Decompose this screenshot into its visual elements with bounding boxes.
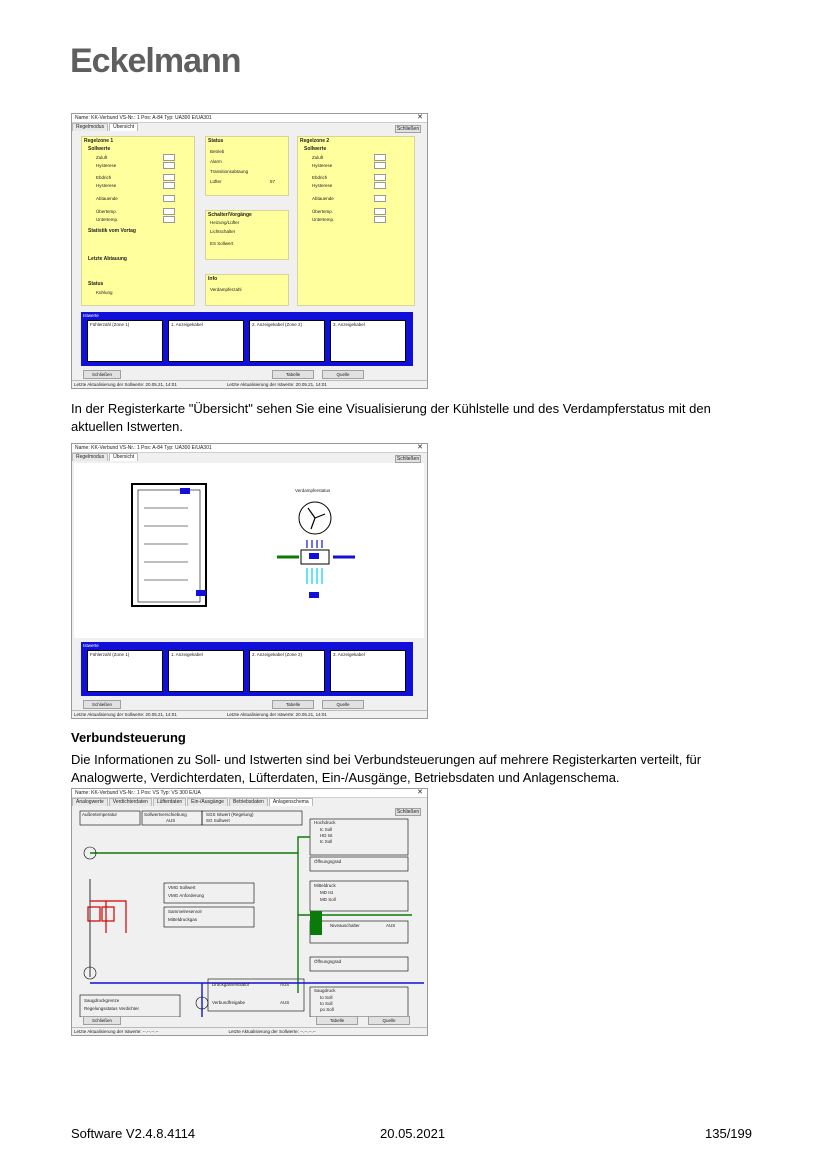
cooling-display-case (130, 482, 212, 610)
tab-uebersicht[interactable]: Übersicht (109, 123, 138, 131)
status-title: Status (208, 138, 224, 144)
tab-bar (72, 453, 427, 461)
paragraph-verbund: Die Informationen zu Soll- und Istwerten sind bei Verbundsteuerungen auf mehrere Registerkarten verteilt, für Analogwerte, Verdichterdaten, Lüfterdaten, Ein-/Ausgänge, Betriebsdaten und Anlagenschema. (71, 752, 702, 785)
close-button[interactable]: Schließen (83, 370, 121, 379)
label-sollwert: Sollwertverschiebung (144, 812, 187, 817)
status-panel (205, 136, 289, 196)
table-button[interactable]: Tabelle (272, 700, 314, 709)
label-mitteldruckgas: Mitteldruckgas (168, 917, 198, 922)
row2-hyst1: Hysterese (312, 163, 333, 168)
value-field (374, 195, 386, 202)
info-title: Info (208, 276, 218, 282)
row2-zuluft: Zuluft (312, 155, 324, 160)
close-icon[interactable]: ✕ (417, 789, 423, 796)
value-field (163, 182, 175, 189)
source-button[interactable]: Quelle (368, 1016, 410, 1025)
regelzone1-title: Regelzone 1 (84, 138, 114, 144)
row-transition: Transitionsabtaung (210, 169, 249, 174)
value-field (163, 154, 175, 161)
value-field (374, 154, 386, 161)
row2-ebdrich: Ebdrich (312, 175, 328, 180)
label-sollwert-val: AUS (166, 818, 176, 823)
footer-software: Software V2.4.8.4114 (71, 1126, 196, 1141)
source-button[interactable]: Quelle (322, 370, 364, 379)
section-heading: Verbundsteuerung (71, 730, 186, 745)
label-verbund-val: AUS (280, 1000, 290, 1005)
label-tosoll: to Soll (320, 1001, 333, 1006)
status-bar: Letzte Aktualisierung der Sollwerte: 20.05.21, 14:01 Letzte Aktualisierung der Istwerte: 20.05.21, 14:01 (72, 380, 427, 388)
close-top-button[interactable]: Schließen (396, 456, 420, 462)
row2-untertemp: Untertemp. (312, 217, 335, 222)
close-button[interactable]: Schließen (83, 700, 121, 709)
row-es-sollwert: ES Sollwert (210, 241, 234, 246)
close-top-button[interactable]: Schließen (396, 126, 420, 132)
sollwerte2-label: Sollwerte (304, 146, 327, 152)
label-mitteldruck: Mitteldruck (314, 883, 336, 888)
paragraph-uebersicht: In der Registerkarte "Übersicht" sehen Sie eine Visualisierung der Kühlstelle und des Verdampferstatus mit den aktuellen Istwerten. (71, 401, 711, 434)
label-saugdruck: Saugdruck (314, 988, 336, 993)
diagram-title: Verdampferstatus (295, 488, 331, 493)
label-oeffnung1: Öffnungsgrad (314, 859, 342, 864)
label-saugmax: Saugdruckgrenze (84, 998, 120, 1003)
value-field (163, 208, 175, 215)
value-field (163, 174, 175, 181)
istwerte-label: Istwerte (83, 643, 99, 648)
row2-uebertemp: Übertemp. (312, 209, 334, 214)
tab-regelmodus[interactable]: Regelmodus (72, 123, 108, 131)
eckelmann-logo: Eckelmann (70, 42, 241, 80)
label-verbund: Verbundfreigabe (212, 1000, 246, 1005)
tab-ein-ausgaenge[interactable]: Ein-/Ausgänge (187, 798, 228, 806)
value-field (374, 162, 386, 169)
status-bar: Letzte Aktualisierung der Istwerte: --.--.--.-- Letzte Aktualisierung der Sollwerte: --.--.--.-- (72, 1027, 427, 1035)
window-titlebar: Name: KK-Verbund VS-Nr.: 1 Pos: A-84 Typ: UA300 E/UA301 ✕ (72, 114, 427, 123)
label-podiff: po Soll (320, 1007, 334, 1012)
footer-date: 20.05.2021 (380, 1126, 446, 1141)
label-regelungsstatus: Regelungsstatus Verdichter (84, 1006, 140, 1011)
label-niveau: Niveauschalter (330, 923, 360, 928)
close-button[interactable]: Schließen (83, 1016, 121, 1025)
value-field (163, 195, 175, 202)
ist-box-3-title: 2. Anzeigekabel (Zone 2) (252, 652, 303, 657)
row-alarm: Alarm (210, 159, 222, 164)
row-abtauende: Abtauende (96, 196, 118, 201)
status-label: Status (88, 281, 104, 287)
ist-box-2-title: 1. Anzeigekabel (171, 322, 203, 327)
label-mdsoll: MD Soll (320, 897, 336, 902)
ist-box-3-title: 2. Anzeigekabel (Zone 2) (252, 322, 303, 327)
screenshot-anlagenschema (71, 788, 428, 1036)
istwerte-label: Istwerte (83, 313, 99, 318)
label-niveau-val: AUS (386, 923, 396, 928)
diagram-area (74, 463, 424, 638)
row-betrieb: Betrieb (210, 149, 225, 154)
label-to: to Soll (320, 995, 333, 1000)
tab-regelmodus[interactable]: Regelmodus (72, 453, 108, 461)
row-hyst2: Hysterese (96, 183, 117, 188)
row-zuluft: Zuluft (96, 155, 108, 160)
ist-box-1-title: Fühlerzahl (Zone 1) (90, 652, 130, 657)
schalter-title: Schalter/Vorgänge (208, 212, 252, 218)
label-vmg: VMG Sollwert (168, 885, 196, 890)
tab-analogwerte[interactable]: Analogwerte (72, 798, 108, 806)
row-uebertemp: Übertemp. (96, 209, 118, 214)
evaporator-diagram (277, 500, 357, 604)
screenshot-uebersicht (71, 443, 428, 719)
label-druckgas-val: AUS (280, 982, 290, 987)
value-field (163, 162, 175, 169)
ist-box-4-title: 3. Anzeigekabel (333, 652, 365, 657)
label-oeffnung2: Öffnungsgrad (314, 959, 342, 964)
label-hochdruck: Hochdruck (314, 820, 336, 825)
plant-schema-diagram (72, 807, 427, 1017)
table-button[interactable]: Tabelle (272, 370, 314, 379)
footer-page: 135/199 (705, 1126, 752, 1141)
statistik-label: Statistik vom Vortag (88, 228, 136, 234)
regelzone2-title: Regelzone 2 (300, 138, 330, 144)
status-bar: Letzte Aktualisierung der Sollwerte: 20.05.21, 14:01 Letzte Aktualisierung der Istwerte: 20.05.21, 14:01 (72, 710, 427, 718)
tab-bar (72, 123, 427, 131)
close-icon[interactable]: ✕ (417, 114, 423, 121)
row-luefter: Lüfter (210, 179, 222, 184)
label-mdist: MD Ist (320, 890, 333, 895)
tab-verdichterdaten[interactable]: Verdichterdaten (109, 798, 152, 806)
label-hdist: HD Ist (320, 833, 333, 838)
ist-box-4-title: 3. Anzeigekabel (333, 322, 365, 327)
window-titlebar: Name: KK-Verbund VS-Nr.: 1 Pos: VS Typ: VS 300 E/UA ✕ (72, 789, 427, 798)
screenshot-regelmodus (71, 113, 428, 389)
letzte-abtauung-label: Letzte Abtauung (88, 256, 127, 262)
row-heizung: Heizung/Lüfter (210, 220, 240, 225)
row2-hyst2: Hysterese (312, 183, 333, 188)
label-sammel: Sammelreservoir (168, 909, 203, 914)
label-vmgreg: VMG Anforderung (168, 893, 205, 898)
ist-box-2-title: 1. Anzeigekabel (171, 652, 203, 657)
source-button[interactable]: Quelle (322, 700, 364, 709)
label-aussentemp: Außentemperatur (82, 812, 118, 817)
value-field (374, 182, 386, 189)
row-untertemp: Untertemp. (96, 217, 119, 222)
value-field (374, 216, 386, 223)
row-kuehlung: Kühlung (96, 290, 113, 295)
luefter-value: 57 (270, 179, 276, 184)
table-button[interactable]: Tabelle (316, 1016, 358, 1025)
row-hyst1: Hysterese (96, 163, 117, 168)
tab-bar (72, 798, 427, 806)
row-info: Verdampferzahl (210, 287, 242, 292)
tab-betriebsdaten[interactable]: Betriebsdaten (229, 798, 268, 806)
value-field (374, 208, 386, 215)
sollwerte-label: Sollwerte (88, 146, 111, 152)
value-field (374, 174, 386, 181)
label-tc: tc Soll (320, 827, 333, 832)
row-ebdrich: Ebdrich (96, 175, 112, 180)
label-sgsoll: SG Sollwert (206, 818, 230, 823)
tab-anlagenschema[interactable]: Anlagenschema (269, 798, 313, 806)
window-titlebar: Name: KK-Verbund VS-Nr.: 1 Pos: A-84 Typ: UA300 E/UA301 ✕ (72, 444, 427, 453)
tab-uebersicht[interactable]: Übersicht (109, 453, 138, 461)
label-tcsoll: tc Soll (320, 839, 333, 844)
row2-abtauende: Abtauende (312, 196, 334, 201)
tab-luefterdaten[interactable]: Lüfterdaten (153, 798, 186, 806)
ist-box-1-title: Fühlerzahl (Zone 1) (90, 322, 130, 327)
value-field (163, 216, 175, 223)
row-licht: Lichtschalter (210, 229, 236, 234)
label-druckgas: Druckgasventilator (212, 982, 250, 987)
close-top-button[interactable]: Schließen (396, 809, 420, 815)
close-icon[interactable]: ✕ (417, 444, 423, 451)
label-sgas: SGS Istwert (Regelung) (206, 812, 254, 817)
